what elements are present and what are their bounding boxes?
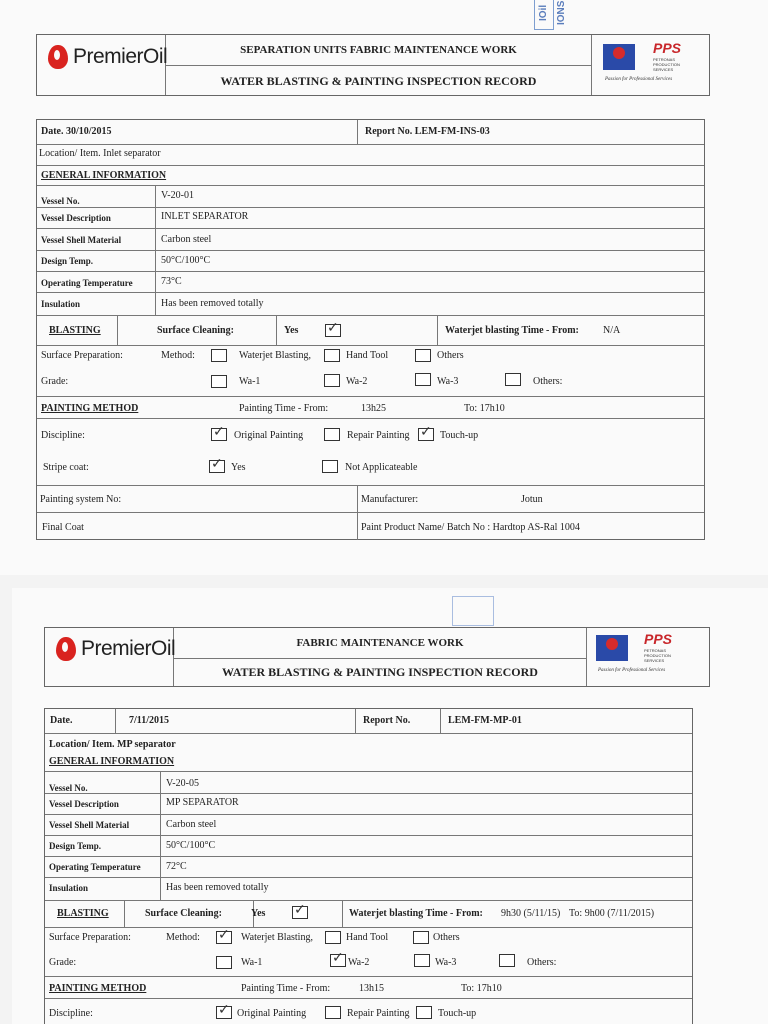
discipline-label-2: Discipline:: [49, 1008, 93, 1019]
wa3-checkbox-2[interactable]: [414, 954, 430, 967]
waterjet-time-label-2: Waterjet blasting Time - From:: [349, 908, 483, 919]
waterjet-time-to-2: To: 9h00 (7/11/2015): [569, 908, 655, 919]
paint-product-label: Paint Product Name/ Batch No : Hardtop AS-Ral 1004: [361, 522, 580, 533]
company-name: PremierOil: [73, 45, 168, 68]
wa3-label: Wa-3: [437, 376, 459, 387]
general-info-heading-2: GENERAL INFORMATION: [49, 756, 175, 767]
stripe-coat-label: Stripe coat:: [43, 462, 89, 473]
touch-up-label-2: Touch-up: [438, 1008, 477, 1019]
operating-temp-label: Operating Temperature: [41, 278, 133, 288]
surface-cleaning-yes-2: Yes: [251, 908, 266, 919]
design-temp-label: Design Temp.: [41, 256, 94, 266]
vessel-no-value-2: V-20-05: [166, 778, 199, 789]
check-icon: ✓: [420, 424, 432, 440]
design-temp-label-2: Design Temp.: [49, 841, 102, 851]
insulation-value: Has been removed totally: [161, 298, 264, 309]
surface-prep-label: Surface Preparation:: [41, 350, 123, 361]
operating-temp-label-2: Operating Temperature: [49, 862, 141, 872]
shell-material-label: Vessel Shell Material: [41, 235, 122, 245]
vessel-no-label: Vessel No.: [41, 196, 80, 206]
grade-label-2: Grade:: [49, 957, 77, 968]
surface-cleaning-checkbox[interactable]: [325, 320, 341, 337]
not-applicable-label: Not Applicateable: [345, 462, 418, 473]
painting-time-label-2: Painting Time - From:: [241, 983, 331, 994]
waterjet-time-from-2: 9h30 (5/11/15): [501, 908, 561, 919]
painting-time-from-2: 13h15: [359, 983, 384, 994]
vessel-no-label-2: Vessel No.: [49, 783, 88, 793]
hand-tool-label-2: Hand Tool: [346, 932, 389, 943]
final-coat-label: Final Coat: [42, 522, 84, 533]
vessel-description-value: INLET SEPARATOR: [161, 211, 249, 222]
pps-letters: PPS: [653, 40, 682, 56]
company-name-2: PremierOil: [81, 637, 176, 660]
design-temp-value-2: 50°C/100°C: [166, 840, 216, 851]
date-field: Date. 30/10/2015: [41, 126, 112, 137]
waterjet-blasting-label-2: Waterjet Blasting,: [241, 932, 313, 943]
design-temp-value: 50°C/100°C: [161, 255, 211, 266]
repair-painting-checkbox[interactable]: [324, 428, 340, 441]
report-value-2: LEM-FM-MP-01: [448, 715, 522, 726]
wa3-checkbox[interactable]: [415, 373, 431, 386]
surface-cleaning-checkbox-2[interactable]: [292, 902, 308, 919]
stamp-mark: IOil IONS: [534, 0, 554, 30]
method-label-2: Method:: [166, 932, 200, 943]
report-number: Report No. LEM-FM-INS-03: [365, 126, 490, 137]
painting-method-heading-2: PAINTING METHOD: [49, 983, 147, 994]
check-icon: ✓: [211, 456, 223, 472]
wa2-label: Wa-2: [346, 376, 368, 387]
not-applicable-checkbox[interactable]: [322, 460, 338, 473]
general-info-heading: GENERAL INFORMATION: [41, 170, 167, 181]
insulation-label-2: Insulation: [49, 883, 89, 893]
pps-letters-2: PPS: [644, 631, 673, 647]
check-icon: ✓: [327, 320, 339, 336]
check-icon: ✓: [213, 424, 225, 440]
grade-label: Grade:: [41, 376, 69, 387]
location-field-2: Location/ Item. MP separator: [49, 739, 176, 750]
hand-tool-checkbox[interactable]: [324, 349, 340, 362]
vessel-description-label: Vessel Description: [41, 213, 111, 223]
painting-time-from: 13h25: [361, 403, 386, 414]
touch-up-checkbox-2[interactable]: [416, 1006, 432, 1019]
waterjet-time-label: Waterjet blasting Time - From:: [445, 325, 579, 336]
blasting-heading: BLASTING: [49, 325, 101, 336]
wa2-label-2: Wa-2: [348, 957, 370, 968]
others-checkbox[interactable]: [415, 349, 431, 362]
pps-tagline: Passion for Professional Services: [605, 77, 673, 82]
operating-temp-value-2: 72°C: [166, 861, 187, 872]
repair-painting-label: Repair Painting: [347, 430, 410, 441]
premier-oil-drop-icon: [48, 45, 68, 69]
painting-system-label: Painting system No:: [40, 494, 122, 505]
manufacturer-value: Jotun: [521, 494, 543, 505]
grade-others-label: Others:: [533, 376, 563, 387]
check-icon: ✓: [294, 902, 306, 918]
grade-others-checkbox[interactable]: [505, 373, 521, 386]
others-label: Others: [437, 350, 464, 361]
wa1-checkbox-2[interactable]: [216, 956, 232, 969]
grade-others-checkbox-2[interactable]: [499, 954, 515, 967]
others-checkbox-2[interactable]: [413, 931, 429, 944]
pps-logo: [603, 40, 703, 90]
repair-painting-label-2: Repair Painting: [347, 1008, 410, 1019]
operating-temp-value: 73°C: [161, 276, 182, 287]
waterjet-blasting-checkbox-2[interactable]: [216, 927, 232, 944]
blasting-heading-2: BLASTING: [57, 908, 109, 919]
touch-up-checkbox[interactable]: [418, 424, 434, 441]
waterjet-blasting-label: Waterjet Blasting,: [239, 350, 311, 361]
premier-oil-logo: [48, 45, 167, 69]
insulation-value-2: Has been removed totally: [166, 882, 269, 893]
record-sheet-2: [12, 588, 768, 1024]
pps-tagline-2: Passion for Professional Services: [598, 668, 666, 673]
stripe-yes-label: Yes: [231, 462, 246, 473]
pps-subtitle-2: PETRONAS PRODUCTION SERVICES: [644, 648, 671, 663]
original-painting-label-2: Original Painting: [237, 1008, 307, 1019]
method-label: Method:: [161, 350, 195, 361]
shell-material-value: Carbon steel: [161, 234, 212, 245]
premier-oil-logo-2: [56, 637, 175, 661]
hand-tool-label: Hand Tool: [346, 350, 389, 361]
vessel-no-value: V-20-01: [161, 190, 194, 201]
grade-others-label-2: Others:: [527, 957, 557, 968]
date-label-2: Date.: [50, 715, 73, 726]
pps-subtitle: PETRONAS PRODUCTION SERVICES: [653, 57, 680, 72]
wa1-label: Wa-1: [239, 376, 261, 387]
stripe-yes-checkbox[interactable]: [209, 456, 225, 473]
check-icon: ✓: [218, 1002, 230, 1018]
check-icon: ✓: [332, 950, 344, 966]
surface-cleaning-label-2: Surface Cleaning:: [145, 908, 222, 919]
waterjet-blasting-checkbox[interactable]: [211, 349, 227, 362]
surface-cleaning-label: Surface Cleaning:: [157, 325, 234, 336]
original-painting-label: Original Painting: [234, 430, 304, 441]
surface-prep-label-2: Surface Preparation:: [49, 932, 131, 943]
painting-method-heading: PAINTING METHOD: [41, 403, 139, 414]
pps-logo-2: [596, 631, 696, 681]
manufacturer-label: Manufacturer:: [361, 494, 419, 505]
vessel-description-value-2: MP SEPARATOR: [166, 797, 239, 808]
others-label-2: Others: [433, 932, 460, 943]
painting-time-label: Painting Time - From:: [239, 403, 329, 414]
wa1-label-2: Wa-1: [241, 957, 263, 968]
discipline-label: Discipline:: [41, 430, 85, 441]
waterjet-time-value: N/A: [603, 325, 621, 336]
header-title-1-r2: FABRIC MAINTENANCE WORK: [296, 637, 464, 649]
shell-material-value-2: Carbon steel: [166, 819, 217, 830]
repair-painting-checkbox-2[interactable]: [325, 1006, 341, 1019]
header-title-2: WATER BLASTING & PAINTING INSPECTION RECORD: [220, 74, 537, 88]
header-title-1: SEPARATION UNITS FABRIC MAINTENANCE WORK: [240, 44, 517, 56]
shell-material-label-2: Vessel Shell Material: [49, 820, 130, 830]
surface-cleaning-yes: Yes: [284, 325, 299, 336]
premier-oil-drop-icon: [56, 637, 76, 661]
painting-time-to-2: To: 17h10: [461, 983, 502, 994]
painting-time-to: To: 17h10: [464, 403, 505, 414]
header-title-2-r2: WATER BLASTING & PAINTING INSPECTION RECORD: [222, 665, 538, 679]
location-field: Location/ Item. Inlet separator: [39, 148, 161, 159]
report-label-2: Report No.: [363, 715, 411, 726]
stamp-mark-2: [452, 596, 494, 626]
insulation-label: Insulation: [41, 299, 81, 309]
original-painting-checkbox-2[interactable]: [216, 1002, 232, 1019]
vessel-description-label-2: Vessel Description: [49, 799, 119, 809]
wa2-checkbox[interactable]: [324, 374, 340, 387]
date-value-2: 7/11/2015: [129, 715, 170, 726]
wa3-label-2: Wa-3: [435, 957, 457, 968]
check-icon: ✓: [218, 927, 230, 943]
hand-tool-checkbox-2[interactable]: [325, 931, 341, 944]
touch-up-label: Touch-up: [440, 430, 479, 441]
wa1-checkbox[interactable]: [211, 375, 227, 388]
wa2-checkbox-2[interactable]: [330, 950, 346, 967]
original-painting-checkbox[interactable]: [211, 424, 227, 441]
